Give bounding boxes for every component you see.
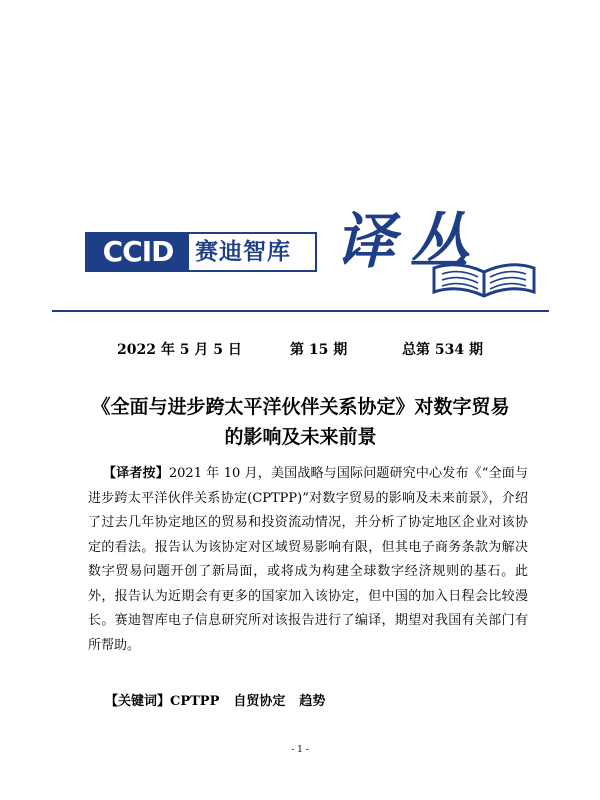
article-title-line-2: 的影响及未来前景: [224, 426, 377, 448]
keyword-item: CPTPP: [170, 694, 220, 709]
keyword-item: 趋势: [299, 694, 326, 709]
brand-name: 赛迪智库: [195, 239, 291, 265]
issue-number: 第 15 期: [290, 342, 348, 358]
ccid-logo-mark: CCID: [87, 234, 189, 270]
translator-note-text: 2021 年 10 月，美国战略与国际问题研究中心发布《“全面与进步跨太平洋伙伴关系协定(CPTPP)”对数字贸易的影响及未来前景》，介绍了过去几年协定地区的贸易和投资流动情况，并分析了协定地区企业对该协定的看法。报告认为该协定对区域贸易影响有限，但其电子商务条款为解决数字贸易问题开创了新局面，或将成为构建全球数字经济规则的基石。此外，报告认为近期会有更多的国家加入该协定，但中国的加入日程会比较漫长。赛迪智库电子信息研究所对该报告进行了编译，期望对我国有关部门有所帮助。: [88, 466, 528, 653]
page-number: - 1 -: [291, 745, 309, 755]
article-title-line-1: 《全面与进步跨太平洋伙伴关系协定》对数字贸易: [91, 396, 510, 418]
translator-note-label: 【译者按】: [103, 466, 169, 481]
open-book-icon: [430, 258, 538, 298]
keywords-label: 【关键词】: [105, 694, 171, 709]
series-title: 译丛: [335, 207, 483, 277]
issue-date: 2022 年 5 月 5 日: [117, 342, 242, 358]
translator-note: [88, 462, 528, 658]
header-divider: [52, 310, 549, 312]
article-title: [52, 392, 549, 452]
keyword-item: 自贸协定: [233, 694, 286, 709]
issue-total: 总第 534 期: [402, 342, 483, 358]
keywords: [105, 692, 339, 712]
ccid-logo: [85, 232, 317, 272]
